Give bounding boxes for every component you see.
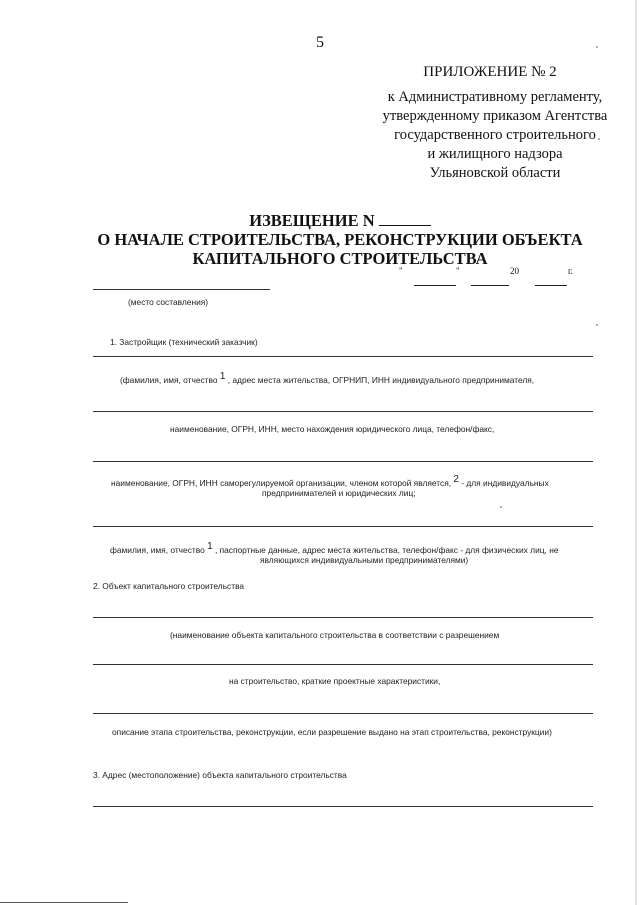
notice-title-line3: КАПИТАЛЬНОГО СТРОИТЕЛЬСТВА xyxy=(192,249,488,268)
date-month-field[interactable] xyxy=(471,285,509,286)
developer-field-2[interactable] xyxy=(93,411,593,412)
date-quote-close: " xyxy=(456,266,460,276)
footnote-ref: 2 xyxy=(453,474,459,485)
date-year-field[interactable] xyxy=(535,285,567,286)
developer-field-3[interactable] xyxy=(93,461,593,462)
section2-caption-a: (наименование объекта капитального строительства в соответствии с разрешением xyxy=(170,630,500,640)
date-year-suffix: г. xyxy=(568,266,573,276)
appendix-line: и жилищного надзора xyxy=(427,146,563,162)
caption-text: фамилия, имя, отчество xyxy=(110,545,205,555)
section2-caption-b: на строительство, краткие проектные характеристики, xyxy=(229,676,441,686)
section1-heading: 1. Застройщик (технический заказчик) xyxy=(110,337,258,347)
section1-caption-b: наименование, ОГРН, ИНН, место нахождения юридического лица, телефон/факс, xyxy=(170,424,495,434)
developer-field-4[interactable] xyxy=(93,526,593,527)
caption-text: , адрес места жительства, ОГРНИП, ИНН индивидуального предпринимателя, xyxy=(227,375,535,385)
appendix-title: ПРИЛОЖЕНИЕ № 2 xyxy=(423,64,557,80)
appendix-line: Ульяновской области xyxy=(429,165,561,181)
caption-text: - для индивидуальных xyxy=(461,478,549,488)
section3-heading: 3. Адрес (местоположение) объекта капитального строительства xyxy=(93,770,347,780)
section1-caption-a xyxy=(120,371,534,385)
date-day-field[interactable] xyxy=(414,285,456,286)
footnote-ref: 1 xyxy=(207,541,213,552)
appendix-line: к Административному регламенту, xyxy=(387,89,603,105)
notice-title-text: ИЗВЕЩЕНИЕ N xyxy=(249,211,375,230)
address-field[interactable] xyxy=(93,806,593,807)
appendix-line: государственного строительного xyxy=(394,127,596,143)
appendix-line: утвержденному приказом Агентства xyxy=(382,108,608,124)
section2-caption-c: описание этапа строительства, реконструкции, если разрешение выдано на этап строительства, реконструкции) xyxy=(112,727,552,737)
page-number: 5 xyxy=(316,34,324,51)
developer-field-1[interactable] xyxy=(93,356,593,357)
section1-caption-d2: являющихся индивидуальными предпринимателями) xyxy=(260,555,469,565)
section1-caption-d xyxy=(110,541,558,555)
notice-number-field[interactable] xyxy=(379,211,431,226)
section2-heading: 2. Объект капитального строительства xyxy=(93,581,245,591)
section1-caption-c xyxy=(111,474,549,488)
notice-title-line2: О НАЧАЛЕ СТРОИТЕЛЬСТВА, РЕКОНСТРУКЦИИ ОБЪЕКТА xyxy=(97,230,583,249)
date-year-prefix: 20 xyxy=(510,266,519,276)
section1-caption-c2: предпринимателей и юридических лиц; xyxy=(262,488,416,498)
date-quote-open: " xyxy=(399,266,403,276)
object-field-1[interactable] xyxy=(93,617,593,618)
object-field-3[interactable] xyxy=(93,713,593,714)
scan-speck xyxy=(500,506,502,508)
notice-title-line1 xyxy=(60,211,620,230)
caption-text: (фамилия, имя, отчество xyxy=(120,375,218,385)
caption-text: , паспортные данные, адрес места жительства, телефон/факс - для физических лиц, не xyxy=(214,545,559,555)
place-field[interactable] xyxy=(93,289,270,290)
footnote-separator xyxy=(0,902,128,903)
scan-speck xyxy=(596,324,598,326)
appendix-subtitle xyxy=(365,88,625,183)
caption-text: наименование, ОГРН, ИНН саморегулируемой организации, членом которой является, xyxy=(111,478,452,488)
scan-edge-shadow xyxy=(635,0,637,905)
footnote-ref: 1 xyxy=(219,371,226,382)
place-caption: (место составления) xyxy=(128,297,209,307)
object-field-2[interactable] xyxy=(93,664,593,665)
